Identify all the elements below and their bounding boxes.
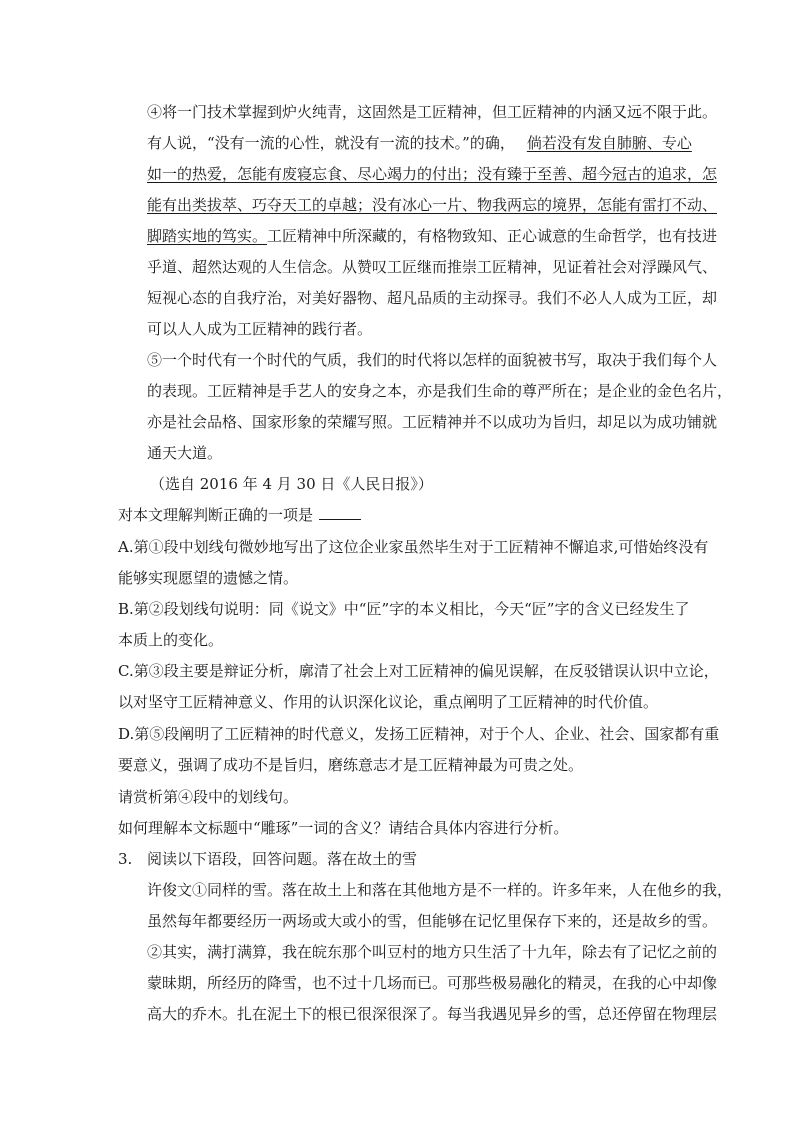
p4-line-2-text: 有人说，“没有一流的心性，就没有一流的技术。”的确， xyxy=(147,134,515,152)
question-2: 请赏析第④段中的划线句。 xyxy=(118,788,299,806)
option-b-line-1: B.第②段划线句说明：同《说文》中“匠”字的本义相比，今天“匠”字的含义已经发生了 xyxy=(118,600,690,618)
snow-passage-line-2: 虽然每年都要经历一两场或大或小的雪，但能够在记忆里保存下来的，还是故乡的雪。 xyxy=(147,912,718,930)
question-3: 如何理解本文标题中“雕琢”一词的含义？请结合具体内容进行分析。 xyxy=(118,819,569,837)
section-3-number: 3. xyxy=(118,850,133,868)
answer-blank[interactable] xyxy=(319,505,361,520)
option-b-line-2: 本质上的变化。 xyxy=(118,631,224,649)
section-3-title: 阅读以下语段，回答问题。落在故土的雪 xyxy=(147,850,418,868)
p5-line-2: 的表现。工匠精神是手艺人的安身之本，亦是我们生命的尊严所在；是企业的金色名片， xyxy=(147,382,733,400)
option-a-line-1: A.第①段中划线句微妙地写出了这位企业家虽然毕生对于工匠精神不懈追求,可惜始终没有 xyxy=(118,538,709,556)
option-d-line-1: D.第⑤段阐明了工匠精神的时代意义，发扬工匠精神，对于个人、企业、社会、国家都有重 xyxy=(118,725,720,743)
p4-underlined-line-4: 能有出类拔萃、巧夺天工的卓越；没有冰心一片、物我两忘的境界，怎能有雷打不动、 xyxy=(147,196,718,214)
p4-line-1: ④将一门技术掌握到炉火纯青，这固然是工匠精神，但工匠精神的内涵又远不限于此。 xyxy=(147,103,718,121)
source-citation: （选自 2016 年 4 月 30 日《人民日报》） xyxy=(150,475,433,493)
p4-line-2 xyxy=(147,133,692,153)
option-c-line-1: C.第③段主要是辩证分析，廓清了社会上对工匠精神的偏见误解，在反驳错误认识中立论， xyxy=(118,662,719,680)
p4-line-5-text: 工匠精神中所深藏的，有格物致知、正心诚意的生命哲学，也有技进 xyxy=(267,227,718,245)
snow-passage-line-3: ②其实，满打满算，我在皖东那个叫豆村的地方只生活了十九年，除去有了记忆之前的 xyxy=(147,943,718,961)
p5-line-4: 通天大道。 xyxy=(147,444,223,462)
snow-passage-line-5: 高大的乔木。扎在泥土下的根已很深很深了。每当我遇见异乡的雪，总还停留在物理层 xyxy=(147,1005,718,1023)
p4-line-8: 可以人人成为工匠精神的践行者。 xyxy=(147,320,373,338)
p4-underlined-sentence-start: 倘若没有发自肺腑、专心 xyxy=(526,134,692,152)
question-1-text: 对本文理解判断正确的一项是 xyxy=(118,506,314,524)
snow-passage-line-1: 许俊文①同样的雪。落在故土上和落在其他地方是不一样的。许多年来，人在他乡的我， xyxy=(147,881,733,899)
snow-passage-line-4: 蒙昧期，所经历的降雪，也不过十几场而已。可那些极易融化的精灵，在我的心中却像 xyxy=(147,974,718,992)
p4-underlined-sentence-end: 脚踏实地的笃实。 xyxy=(147,227,268,245)
p4-line-7: 短视心态的自我疗治，对美好器物、超凡品质的主动探寻。我们不必人人成为工匠，却 xyxy=(147,289,718,307)
option-d-line-2: 要意义，强调了成功不是旨归，磨练意志才是工匠精神最为可贵之处。 xyxy=(118,756,584,774)
question-1-stem xyxy=(118,505,361,525)
p5-line-1: ⑤一个时代有一个时代的气质，我们的时代将以怎样的面貌被书写，取决于我们每个人 xyxy=(147,351,718,369)
option-c-line-2: 以对坚守工匠精神意义、作用的认识深化议论，重点阐明了工匠精神的时代价值。 xyxy=(118,693,659,711)
option-a-line-2: 能够实现愿望的遗憾之情。 xyxy=(118,569,299,587)
p5-line-3: 亦是社会品格、国家形象的荣耀写照。工匠精神并不以成功为旨归，却足以为成功铺就 xyxy=(147,413,718,431)
p4-line-6: 乎道、超然达观的人生信念。从赞叹工匠继而推崇工匠精神，见证着社会对浮躁风气、 xyxy=(147,258,718,276)
p4-underlined-line-3: 如一的热爱，怎能有废寝忘食、尽心竭力的付出；没有臻于至善、超今冠古的追求，怎 xyxy=(147,165,718,183)
p4-line-5 xyxy=(147,226,717,246)
